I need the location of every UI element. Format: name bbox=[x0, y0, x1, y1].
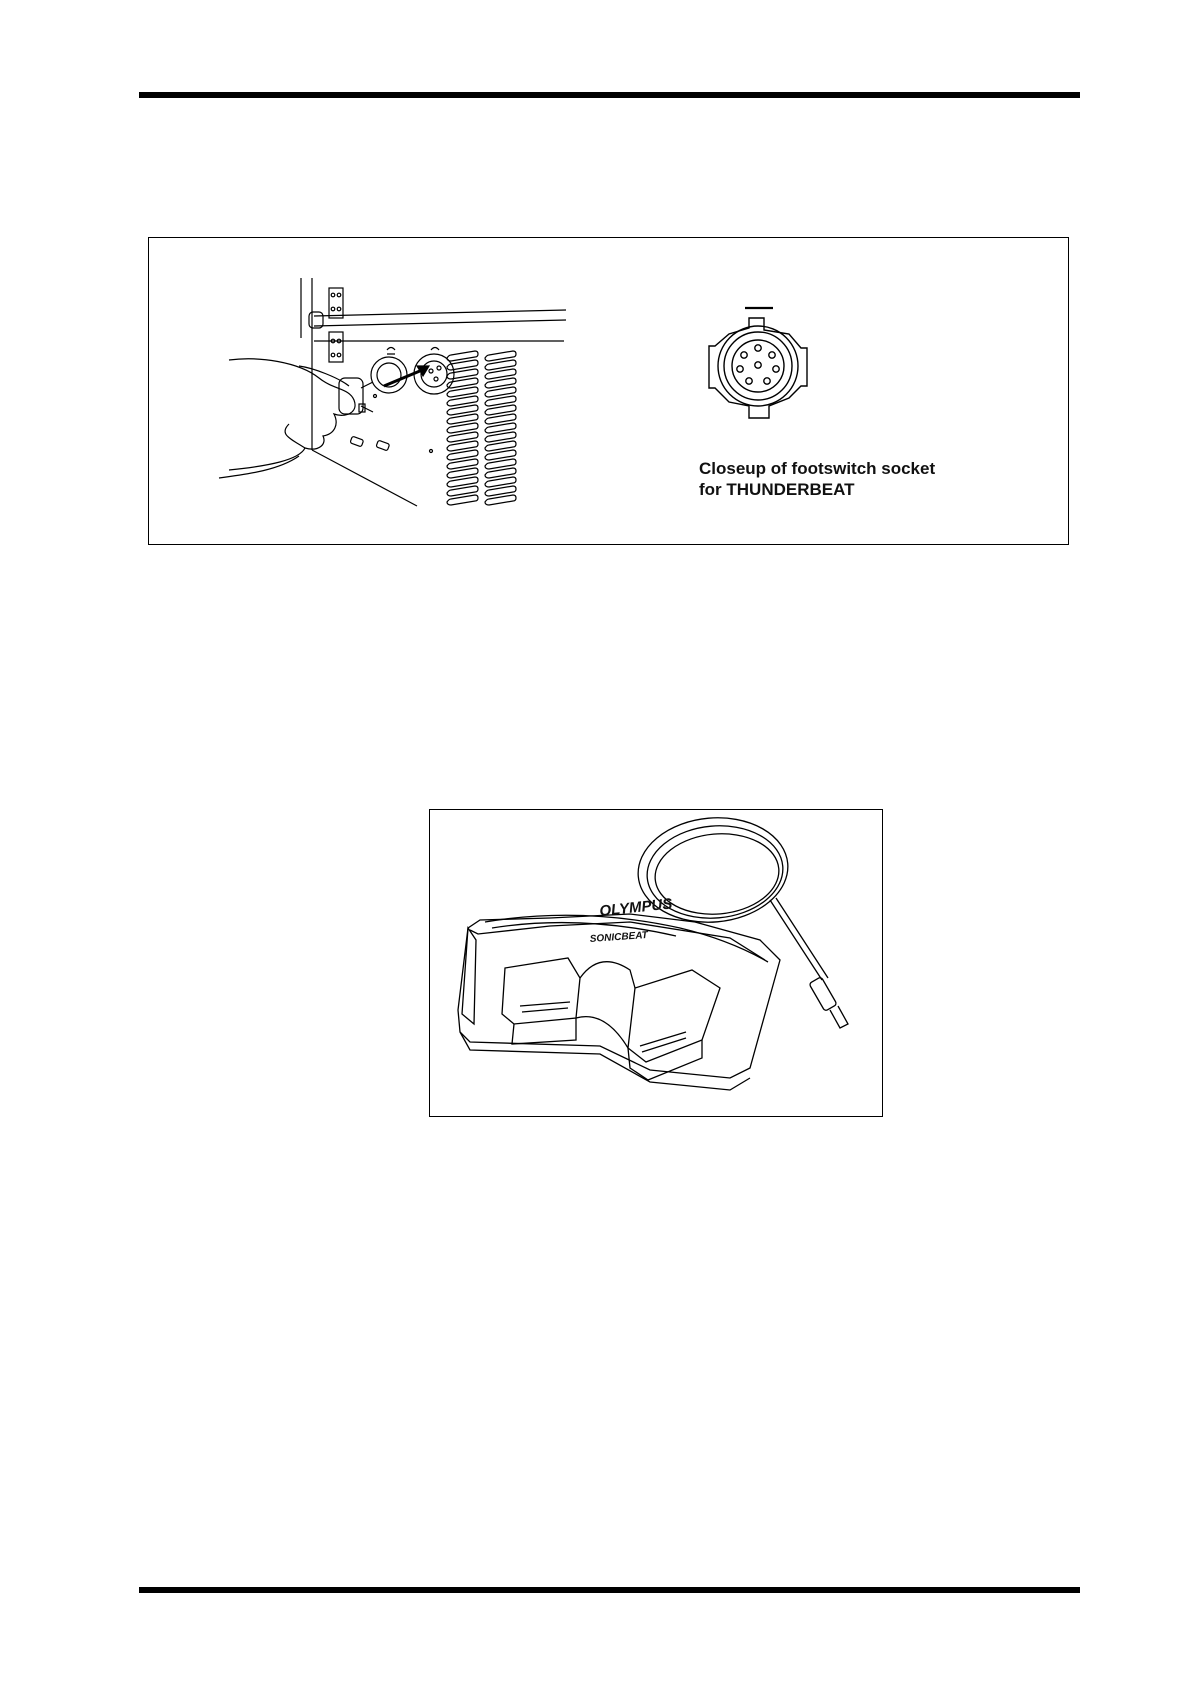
vent-slot bbox=[485, 396, 516, 406]
vent-slot bbox=[485, 351, 516, 361]
vent-slot bbox=[485, 387, 516, 397]
vent-slot bbox=[485, 414, 516, 424]
olympus-logo: OLYMPUS bbox=[598, 895, 674, 920]
vent-slot bbox=[447, 405, 478, 415]
figure-footswitch-connection bbox=[148, 237, 1069, 545]
vent-slot bbox=[485, 432, 516, 442]
vent-slot bbox=[485, 486, 516, 496]
vent-slot bbox=[447, 387, 478, 397]
footswitch-illustration bbox=[430, 810, 882, 1116]
vent-slot bbox=[447, 450, 478, 460]
vent-slot bbox=[485, 459, 516, 469]
vent-slot bbox=[447, 423, 478, 433]
vent-slot bbox=[447, 369, 478, 379]
header-rule bbox=[139, 92, 1080, 98]
vent-slot bbox=[485, 369, 516, 379]
vent-slot bbox=[447, 441, 478, 451]
vent-slot bbox=[485, 405, 516, 415]
caption-line-2: for THUNDERBEAT bbox=[699, 480, 855, 499]
vent-slot bbox=[447, 477, 478, 487]
vent-slot bbox=[485, 441, 516, 451]
vent-slot bbox=[447, 396, 478, 406]
vent-slot bbox=[485, 477, 516, 487]
vent-slot bbox=[485, 450, 516, 460]
vent-slot bbox=[447, 432, 478, 442]
vent-slot bbox=[485, 495, 516, 505]
vent-slot bbox=[447, 351, 478, 361]
vent-slot bbox=[447, 468, 478, 478]
vent-slot bbox=[447, 495, 478, 505]
vent-slot bbox=[447, 414, 478, 424]
vent-slot bbox=[485, 423, 516, 433]
caption-line-1: Closeup of footswitch socket bbox=[699, 459, 936, 478]
vent-slot bbox=[485, 360, 516, 370]
vent-slot bbox=[485, 378, 516, 388]
vent-slot bbox=[447, 486, 478, 496]
figure-footswitch bbox=[429, 809, 883, 1117]
socket-caption bbox=[699, 458, 935, 500]
sonicbeat-label: SONICBEAT bbox=[589, 929, 649, 945]
vent-slot bbox=[447, 459, 478, 469]
vent-slot bbox=[485, 468, 516, 478]
footer-rule bbox=[139, 1587, 1080, 1593]
